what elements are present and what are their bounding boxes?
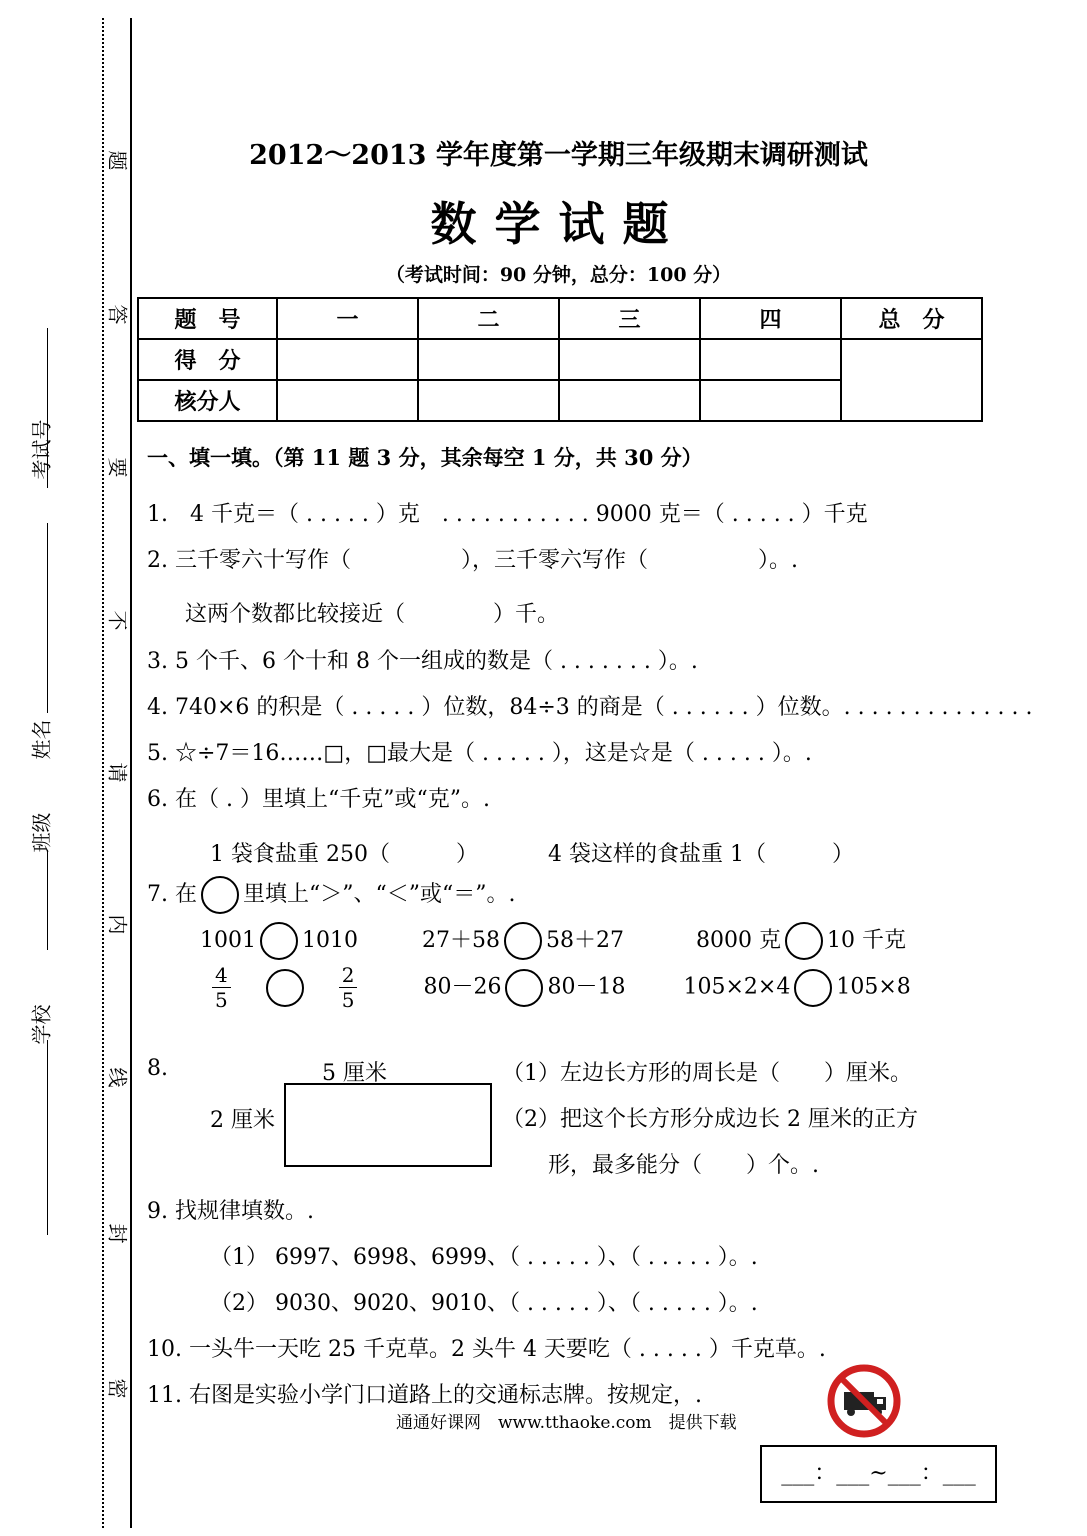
question-6a: 1 袋食盐重 250（ ） bbox=[210, 842, 478, 867]
fraction: $\frac{4}{5}$ bbox=[212, 963, 231, 1012]
score-cell[interactable] bbox=[559, 339, 700, 380]
table-row bbox=[138, 298, 982, 339]
question-7-row-2 bbox=[212, 963, 911, 1012]
margin-char: 密 bbox=[105, 1378, 130, 1399]
table-row bbox=[138, 339, 982, 380]
checker-cell[interactable] bbox=[700, 380, 841, 421]
score-table bbox=[137, 297, 983, 422]
score-cell[interactable] bbox=[277, 339, 418, 380]
question-1: 1. 4 千克＝（ . . . . . ）克 . . . . . . . . . . . 9000 克＝（ . . . . . ）千克 bbox=[147, 502, 868, 527]
school-label: 学校 bbox=[29, 1004, 54, 1045]
question-4: 4. 740×6 的积是（ . . . . . ）位数，84÷3 的商是（ . . . . . . ）位数。. . . . . . . . . . . . . . bbox=[147, 695, 1033, 720]
compare-left: 105×2×4 bbox=[683, 974, 791, 1000]
question-7-row-1 bbox=[200, 922, 906, 960]
question-10: 10. 一头牛一天吃 25 千克草。2 头牛 4 天要吃（ . . . . . ）千克草。. bbox=[147, 1337, 826, 1362]
margin-char: 要 bbox=[105, 457, 130, 478]
score-cell[interactable] bbox=[418, 339, 559, 380]
name-label: 姓名 bbox=[29, 719, 54, 760]
compare-circle[interactable] bbox=[260, 922, 298, 960]
compare-right: 105×8 bbox=[836, 974, 911, 1000]
section-title: 一、填一填。（第 11 题 3 分，其余每空 1 分，共 30 分） bbox=[147, 445, 703, 470]
checker-cell[interactable] bbox=[418, 380, 559, 421]
no-trucks-sign-icon bbox=[826, 1363, 902, 1443]
table-header-cell: 四 bbox=[700, 298, 841, 339]
margin-char: 请 bbox=[105, 762, 130, 783]
margin-char: 线 bbox=[105, 1067, 130, 1088]
checker-cell[interactable] bbox=[559, 380, 700, 421]
compare-circle[interactable] bbox=[785, 922, 823, 960]
compare-left: 27＋58 bbox=[422, 928, 500, 953]
margin-char: 不 bbox=[105, 610, 130, 631]
margin-char: 封 bbox=[105, 1223, 130, 1244]
question-2: 2. 三千零六十写作（ ），三千零六写作（ ）。. bbox=[147, 548, 798, 573]
rect-top-label: 5 厘米 bbox=[322, 1061, 387, 1086]
question-8-2: （2）把这个长方形分成边长 2 厘米的正方 bbox=[502, 1107, 918, 1132]
question-11: 11. 右图是实验小学门口道路上的交通标志牌。按规定，. bbox=[147, 1383, 702, 1408]
table-row-label: 核分人 bbox=[138, 380, 277, 421]
fraction: $\frac{2}{5}$ bbox=[339, 963, 358, 1012]
question-5: 5. ☆÷7＝16……□，□最大是（ . . . . . ），这是☆是（ . . . . . ）。. bbox=[147, 741, 812, 766]
question-9: 9. 找规律填数。. bbox=[147, 1199, 314, 1224]
total-score-cell[interactable] bbox=[841, 339, 982, 421]
compare-circle[interactable] bbox=[504, 922, 542, 960]
margin-char: 答 bbox=[105, 304, 130, 325]
question-7-text: 里填上“＞”、“＜”或“＝”。. bbox=[242, 882, 516, 907]
question-8-1: （1）左边长方形的周长是（ ）厘米。 bbox=[502, 1061, 912, 1086]
table-header-cell: 二 bbox=[418, 298, 559, 339]
compare-left: 1001 bbox=[200, 928, 256, 953]
exam-title: 2012～2013 学年度第一学期三年级期末调研测试 bbox=[249, 140, 868, 171]
compare-circle[interactable] bbox=[794, 969, 832, 1007]
exam-no-label: 考试号 bbox=[29, 419, 54, 480]
compare-right: 80－18 bbox=[547, 974, 626, 1000]
compare-right: 58＋27 bbox=[546, 928, 624, 953]
question-8-2-cont: 形，最多能分（ ）个。. bbox=[548, 1153, 819, 1178]
table-header-cell: 一 bbox=[277, 298, 418, 339]
table-row-label: 得 分 bbox=[138, 339, 277, 380]
compare-left: 8000 克 bbox=[696, 928, 781, 953]
question-9-2: （2） 9030、9020、9010、（ . . . . . ）、（ . . . . . ）。. bbox=[210, 1291, 758, 1316]
question-9-1: （1） 6997、6998、6999、（ . . . . . ）、（ . . . . . ）。. bbox=[210, 1245, 758, 1270]
question-6: 6. 在（ . ）里填上“千克”或“克”。. bbox=[147, 787, 490, 812]
school-field[interactable] bbox=[47, 1040, 48, 1235]
subject-title: 数学试题 bbox=[430, 197, 687, 251]
score-cell[interactable] bbox=[700, 339, 841, 380]
table-header-cell: 题 号 bbox=[138, 298, 277, 339]
checker-cell[interactable] bbox=[277, 380, 418, 421]
question-6b: 4 袋这样的食盐重 1（ ） bbox=[548, 842, 854, 867]
compare-circle[interactable] bbox=[266, 969, 304, 1007]
margin-char: 题 bbox=[105, 150, 130, 171]
exam-info: （考试时间：90 分钟，总分：100 分） bbox=[385, 264, 732, 286]
name-field[interactable] bbox=[47, 523, 48, 713]
table-header-cell: 三 bbox=[559, 298, 700, 339]
compare-circle[interactable] bbox=[201, 876, 239, 914]
class-field[interactable] bbox=[47, 850, 48, 950]
margin-char: 内 bbox=[105, 914, 130, 935]
rect-side-label: 2 厘米 bbox=[210, 1108, 275, 1133]
compare-left: 80－26 bbox=[423, 974, 502, 1000]
rectangle-figure bbox=[284, 1083, 492, 1167]
question-7 bbox=[147, 876, 515, 914]
question-2-sub: 这两个数都比较接近（ ）千。 bbox=[185, 602, 560, 627]
question-7-label: 7. 在 bbox=[147, 882, 197, 907]
compare-right: 10 千克 bbox=[826, 928, 906, 953]
question-8-label: 8. bbox=[147, 1056, 168, 1081]
compare-circle[interactable] bbox=[505, 969, 543, 1007]
compare-right: 1010 bbox=[302, 928, 358, 953]
table-header-cell: 总 分 bbox=[841, 298, 982, 339]
question-3: 3. 5 个千、6 个十和 8 个一组成的数是（ . . . . . . . ）。. bbox=[147, 649, 698, 674]
class-label: 班级 bbox=[29, 812, 54, 853]
time-answer-box[interactable]: ___：___~___：___ bbox=[760, 1445, 997, 1503]
footer-source: 通通好课网 www.tthaoke.com 提供下载 bbox=[396, 1413, 737, 1433]
